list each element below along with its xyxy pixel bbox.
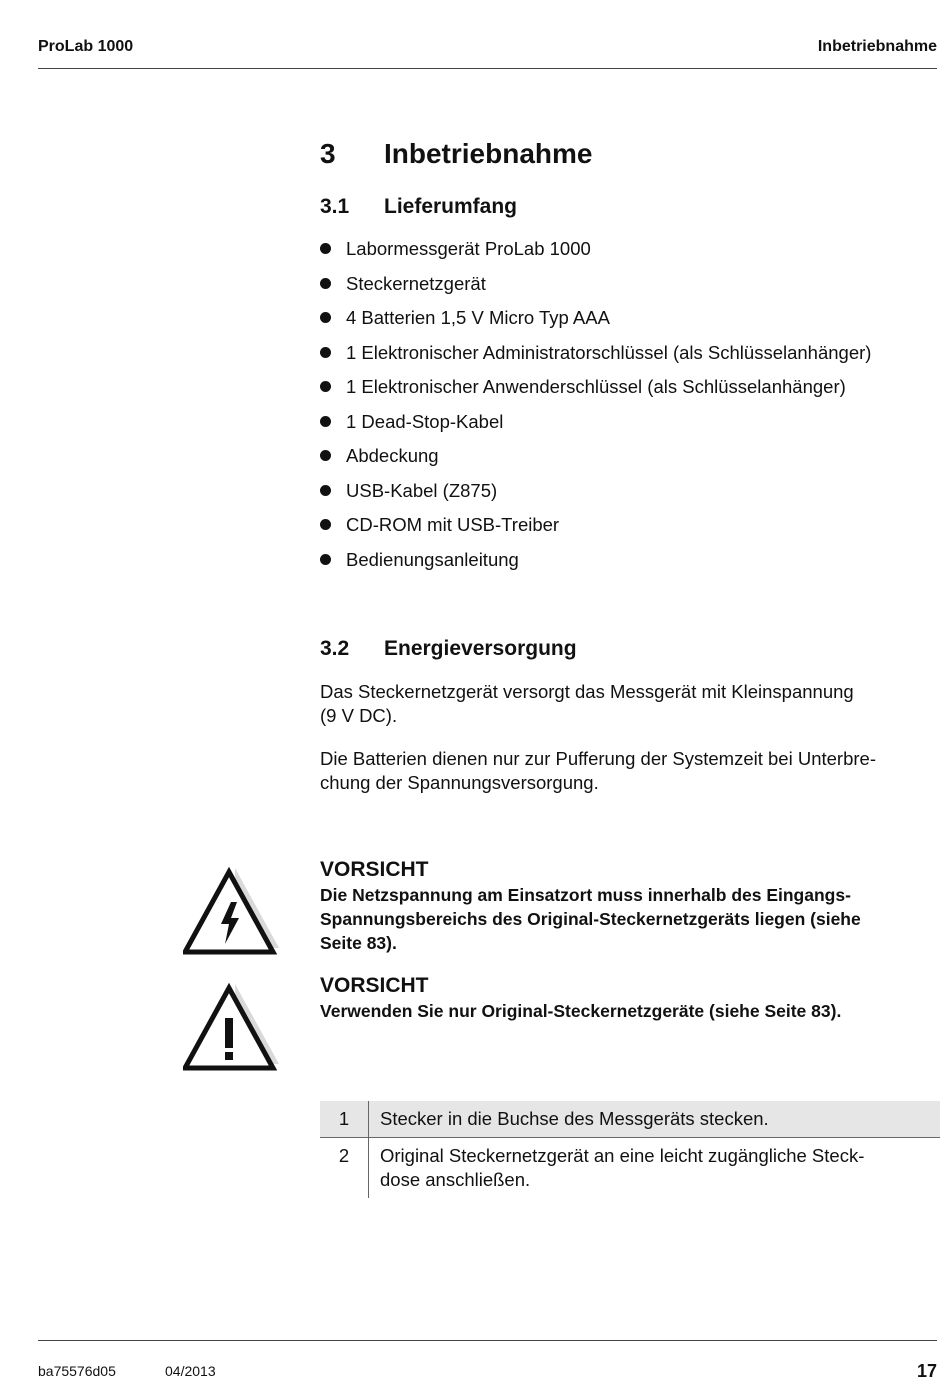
section-heading-lieferumfang	[320, 195, 517, 219]
list-item-text: Abdeckung	[346, 445, 439, 466]
bullet-icon	[320, 381, 331, 392]
header-divider	[38, 68, 937, 69]
list-item	[320, 548, 871, 583]
paragraph-line: chung der Spannungsversorgung.	[320, 772, 599, 793]
step-line: Original Steckernetzgerät an eine leicht zugängliche Steck-	[380, 1145, 865, 1166]
list-item	[320, 410, 871, 445]
list-item-text: USB-Kabel (Z875)	[346, 479, 498, 501]
paragraph-line: Das Steckernetzgerät versorgt das Messgerät mit Kleinspannung	[320, 681, 854, 702]
page-number: 17	[916, 1361, 937, 1381]
power-supply-paragraph	[320, 680, 920, 728]
list-item	[320, 513, 871, 548]
delivery-contents-list	[320, 237, 871, 582]
step-number: 1	[320, 1101, 369, 1138]
bullet-icon	[320, 416, 331, 427]
warning-line: Seite 83).	[320, 933, 397, 953]
step-text	[369, 1138, 941, 1199]
list-item	[320, 444, 871, 479]
list-item-text: 4 Batterien 1,5 V Micro Typ AAA	[346, 307, 610, 328]
warning-line: Spannungsbereichs des Original-Steckernetzgeräts liegen (siehe	[320, 909, 861, 929]
table-row	[320, 1101, 940, 1138]
list-item-text: Steckernetzgerät	[346, 272, 486, 294]
bullet-icon	[320, 312, 331, 323]
paragraph-line: Die Batterien dienen nur zur Pufferung der Systemzeit bei Unterbre-	[320, 748, 876, 769]
list-item	[320, 272, 871, 307]
section-number: 3.2	[320, 637, 350, 660]
footer-date: 04/2013	[165, 1363, 216, 1379]
header-product-name: ProLab 1000	[38, 38, 134, 55]
list-item-text: Labormessgerät ProLab 1000	[346, 238, 591, 259]
warning-line: Verwenden Sie nur Original-Steckernetzgeräte (siehe Seite 83).	[320, 1001, 842, 1021]
warning-text	[320, 999, 940, 1023]
bullet-icon	[320, 347, 331, 358]
table-row	[320, 1138, 940, 1199]
bullet-icon	[320, 278, 331, 289]
header-chapter-title: Inbetriebnahme	[817, 38, 937, 55]
list-item	[320, 306, 871, 341]
footer-document-id: ba75576d05	[38, 1363, 116, 1379]
bullet-icon	[320, 450, 331, 461]
list-item	[320, 375, 871, 410]
paragraph-line: (9 V DC).	[320, 705, 398, 726]
battery-paragraph	[320, 747, 920, 795]
footer-divider	[38, 1340, 937, 1341]
section-title: Lieferumfang	[384, 195, 518, 218]
list-item-text: 1 Dead-Stop-Kabel	[346, 410, 504, 432]
bullet-icon	[320, 243, 331, 254]
warning-title: VORSICHT	[320, 974, 429, 997]
step-line: Stecker in die Buchse des Messgeräts stecken.	[380, 1108, 769, 1129]
section-title: Energieversorgung	[384, 637, 577, 660]
list-item-text: 1 Elektronischer Anwenderschlüssel (als Schlüsselanhänger)	[346, 376, 846, 397]
list-item-text: Bedienungsanleitung	[346, 548, 519, 570]
section-number: 3.1	[320, 195, 350, 218]
warning-title: VORSICHT	[320, 858, 429, 881]
chapter-title: Inbetriebnahme	[384, 138, 593, 169]
exclamation-warning-icon	[183, 982, 283, 1074]
instruction-steps-table	[320, 1101, 940, 1198]
step-text	[369, 1101, 941, 1138]
list-item	[320, 479, 871, 514]
high-voltage-warning-icon	[183, 866, 283, 958]
bullet-icon	[320, 554, 331, 565]
bullet-icon	[320, 485, 331, 496]
step-line: dose anschließen.	[380, 1169, 531, 1190]
section-heading-energieversorgung	[320, 637, 577, 661]
list-item-text: 1 Elektronischer Administratorschlüssel (als Schlüsselanhänger)	[346, 341, 872, 363]
step-number: 2	[320, 1138, 369, 1199]
bullet-icon	[320, 519, 331, 530]
warning-line: Die Netzspannung am Einsatzort muss innerhalb des Eingangs-	[320, 885, 851, 905]
warning-text	[320, 883, 940, 955]
chapter-heading	[320, 138, 592, 170]
chapter-number: 3	[320, 138, 336, 169]
list-item	[320, 341, 871, 376]
list-item	[320, 237, 871, 272]
list-item-text: CD-ROM mit USB-Treiber	[346, 514, 560, 535]
